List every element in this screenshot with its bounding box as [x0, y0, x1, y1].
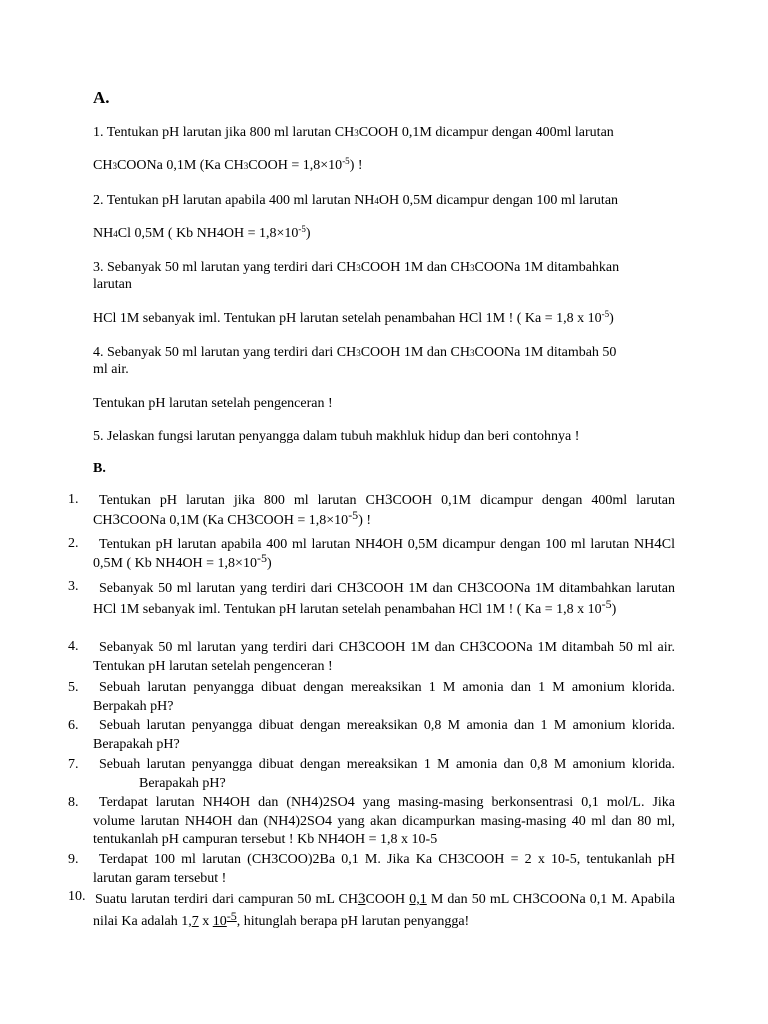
b-item-3-number: 3. — [68, 579, 79, 594]
section-a-heading: A. — [93, 88, 110, 107]
b-item-10: Suatu larutan terdiri dari campuran 50 mL CH3COOH 0,1 M dan 50 mL CH3COONa 0,1 M. Apabila nilai Ka adalah 1,7 x 10-5, hitunglah berapa pH larutan penyangga! — [93, 891, 675, 929]
a-question-5: 5. Jelaskan fungsi larutan penyangga dalam tubuh makhluk hidup dan beri contohnya ! — [93, 429, 580, 444]
b-item-8-number: 8. — [68, 795, 79, 810]
a-question-2-line-1: 2. Tentukan pH larutan apabila 400 ml larutan NH4OH 0,5M dicampur dengan 100 ml larutan — [93, 193, 619, 208]
b-item-8: Terdapat larutan NH4OH dan (NH4)2SO4 yang masing-masing berkonsentrasi 0,1 mol/L. Jika volume larutan NH4OH dan (NH4)2SO4 yang akan dicampurkan masing-masing 40 ml dan 80 ml, tentukanlah pH campuran tersebut ! Kb NH4OH = 1,8 x 10-5 — [93, 795, 675, 847]
b-item-2-number: 2. — [68, 536, 79, 551]
a-question-4-line-1: 4. Sebanyak 50 ml larutan yang terdiri dari CH3COOH 1M dan CH3COONa 1M ditambah 50 — [93, 345, 617, 360]
a-question-4-line-2: ml air. — [93, 362, 129, 377]
section-b-heading: B. — [93, 461, 106, 476]
b-item-6-number: 6. — [68, 718, 79, 733]
b-item-4-number: 4. — [68, 639, 79, 654]
a-question-3-line-2: larutan — [93, 277, 132, 292]
b-item-9: Terdapat 100 ml larutan (CH3COO)2Ba 0,1 M. Jika Ka CH3COOH = 2 x 10-5, tentukanlah pH larutan garam tersebut ! — [93, 852, 675, 886]
a-question-3-line-3: HCl 1M sebanyak iml. Tentukan pH larutan setelah penambahan HCl 1M ! ( Ka = 1,8 x $10^{-5}$) — [93, 309, 614, 326]
b-item-5-number: 5. — [68, 680, 79, 695]
b-item-5: Sebuah larutan penyangga dibuat dengan mereaksikan 1 M amonia dan 1 M amonium klorida. Berpakah pH? — [93, 680, 675, 714]
b-item-7-number: 7. — [68, 757, 79, 772]
b-item-4: Sebanyak 50 ml larutan yang terdiri dari CH3COOH 1M dan CH3COONa 1M ditambah 50 ml air. Tentukan pH larutan setelah pengenceran ! — [93, 639, 676, 674]
b-item-3: Sebanyak 50 ml larutan yang terdiri dari CH3COOH 1M dan CH3COONa 1M ditambahkan larutan HCl 1M sebanyak iml. Tentukan pH larutan setelah penambahan HCl 1M ! ( Ka = 1,8 x 10-5) — [93, 580, 676, 617]
b-item-2: Tentukan pH larutan apabila 400 ml larutan NH4OH 0,5M dicampur dengan 100 ml larutan NH4Cl 0,5M ( Kb NH4OH = 1,8×10-5) — [93, 536, 675, 571]
b-item-9-number: 9. — [68, 852, 79, 867]
b-item-6: Sebuah larutan penyangga dibuat dengan mereaksikan 0,8 M amonia dan 1 M amonium klorida. Berapakah pH? — [93, 718, 675, 752]
a-question-1-line-1: 1. Tentukan pH larutan jika 800 ml larutan CH3COOH 0,1M dicampur dengan 400ml larutan — [93, 125, 614, 140]
a-question-4-line-3: Tentukan pH larutan setelah pengenceran ! — [93, 396, 333, 411]
b-item-10-number: 10. — [68, 889, 86, 904]
a-question-3-line-1: 3. Sebanyak 50 ml larutan yang terdiri dari CH3COOH 1M dan CH3COONa 1M ditambahkan — [93, 260, 620, 275]
a-question-2-line-2: NH4Cl 0,5M ( Kb $NH4OH = 1,8\times 10^{-5}$) — [93, 224, 311, 241]
b-item-1-number: 1. — [68, 492, 79, 507]
b-item-1: Tentukan pH larutan jika 800 ml larutan CH3COOH 0,1M dicampur dengan 400ml larutan CH3COONa 0,1M (Ka CH3COOH = 1,8×10-5) ! — [93, 492, 676, 528]
a-question-1-line-2: CH3COONa 0,1M (Ka CH3COOH = $1,8\times 10^{-5}$) ! — [93, 156, 363, 173]
b-item-7: Sebuah larutan penyangga dibuat dengan mereaksikan 1 M amonia dan 0,8 M amonium klorida.Berapakah pH? — [99, 757, 675, 791]
